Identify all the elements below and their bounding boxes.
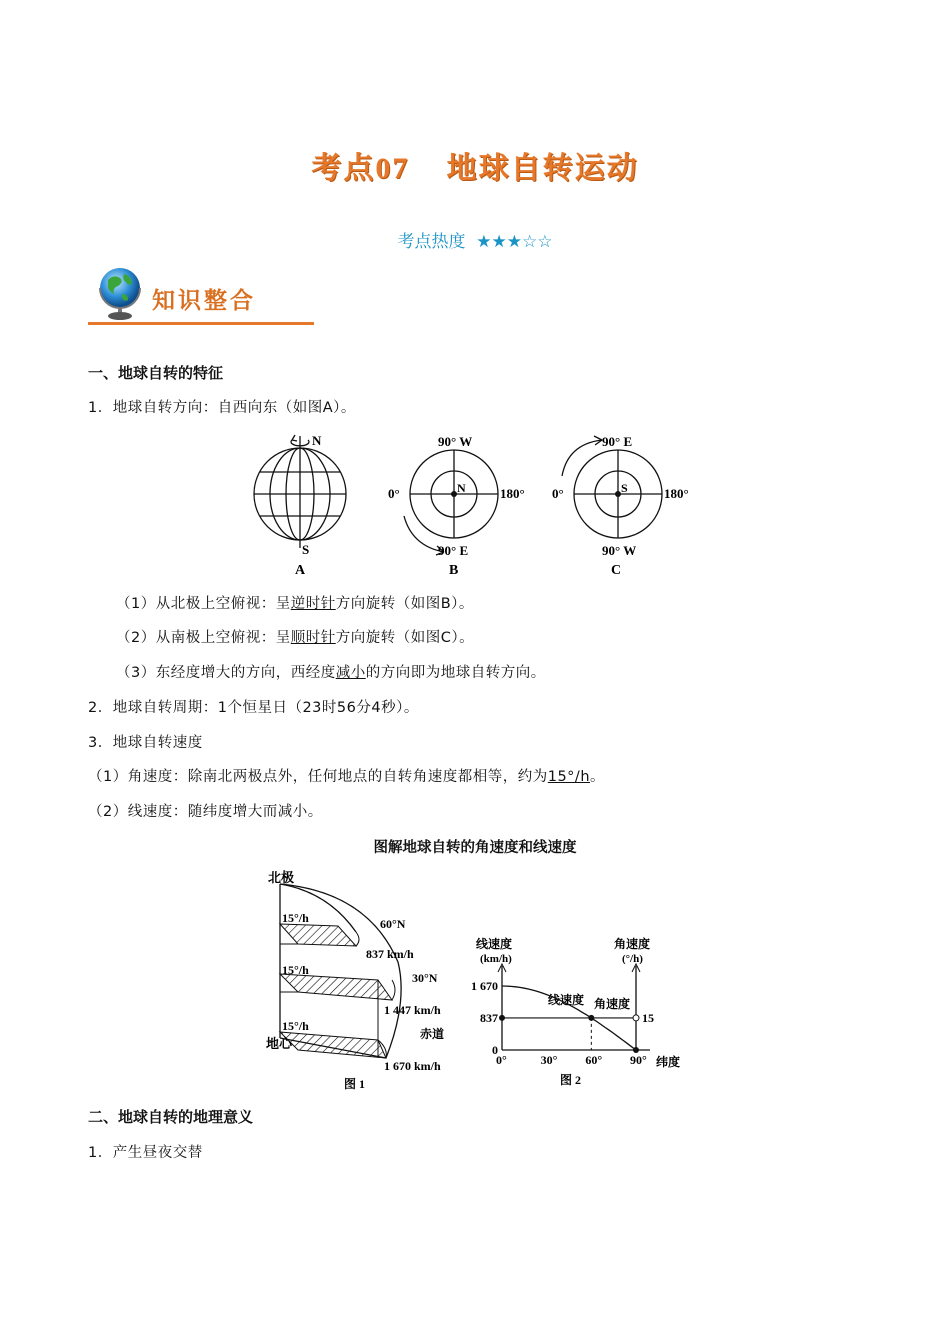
lat-60-label: 60°N — [380, 917, 406, 931]
paragraph-angular-speed — [88, 765, 605, 786]
fig-b-caption: B — [449, 563, 459, 578]
figure-b-polar — [404, 450, 498, 555]
equator-label: 赤道 — [420, 1027, 445, 1041]
speed-60-label: 837 km/h — [366, 947, 414, 961]
fig-a-north-label: N — [312, 433, 322, 448]
lat-30-label: 30°N — [412, 971, 438, 985]
speed-chart — [462, 932, 702, 1094]
angular-speed-value: 15°/h — [547, 769, 591, 785]
chart-point-15 — [633, 1015, 639, 1021]
speed-0-label: 1 670 km/h — [384, 1059, 441, 1073]
fig-c-top-label: 90° E — [602, 434, 633, 449]
angular-speed-post: 。 — [590, 769, 606, 785]
chart-left-axis-title: 线速度 — [476, 937, 513, 951]
chart-series-linear-label: 线速度 — [548, 993, 585, 1007]
fig-b-north-label: N — [457, 481, 466, 495]
item-south-view-key: 顺时针 — [290, 630, 336, 646]
heat-stars: ★★★☆☆ — [476, 232, 553, 252]
fig-b-left-label: 0° — [388, 486, 400, 501]
item-south-view-pre: （2）从南极上空俯视：呈 — [116, 630, 291, 646]
angular-30-label: 15°/h — [282, 963, 309, 977]
chart-y-tick-label: 0 — [492, 1043, 498, 1057]
angular-speed-pre: （1）角速度：除南北两极点外，任何地点的自转角速度都相等，约为 — [88, 769, 548, 785]
banner-underline — [88, 322, 314, 325]
section-2-heading: 二、地球自转的地理意义 — [88, 1108, 254, 1126]
chart-series-angular-label: 角速度 — [594, 997, 631, 1011]
chart-left-axis-unit: (km/h) — [480, 953, 512, 965]
figure-c-polar — [562, 436, 662, 538]
item-longitude-rule-pre: （3）东经度增大的方向，西经度 — [116, 665, 336, 681]
paragraph-rotation-direction: 1．地球自转方向：自西向东（如图A）。 — [88, 400, 356, 416]
item-north-view-pre: （1）从北极上空俯视：呈 — [116, 596, 291, 612]
item-north-view-post: 方向旋转（如图B）。 — [335, 596, 474, 612]
fig-c-left-label: 0° — [552, 486, 564, 501]
chart-point-90 — [633, 1047, 639, 1053]
title-number: 07 — [375, 152, 410, 185]
fig-a-caption: A — [295, 563, 306, 578]
item-longitude-rule — [116, 661, 546, 682]
chart-y-tick-label: 1 670 — [471, 979, 498, 993]
item-longitude-rule-post: 的方向即为地球自转方向。 — [365, 665, 546, 681]
chart-right-axis-title: 角速度 — [614, 937, 651, 951]
paragraph-rotation-period: 2．地球自转周期：1个恒星日（23时56分4秒）。 — [88, 700, 419, 716]
chart-right-axis-unit: (°/h) — [622, 953, 643, 965]
fig-c-bottom-label: 90° W — [602, 543, 637, 558]
chart-x-tick-label: 60° — [585, 1053, 603, 1067]
rotation-direction-figure — [240, 428, 710, 578]
fig-b-bottom-label: 90° E — [438, 543, 469, 558]
paragraph-day-night: 1．产生昼夜交替 — [88, 1145, 203, 1161]
angular-0-label: 15°/h — [282, 1019, 309, 1033]
chart-x-tick-label: 90° — [630, 1053, 647, 1067]
heat-rating — [0, 227, 950, 252]
chart-x-tick-label: 30° — [540, 1053, 558, 1067]
figure-1-caption: 图 1 — [344, 1077, 366, 1091]
fig-a-south-label: S — [302, 542, 310, 557]
fig-c-south-label: S — [621, 481, 628, 495]
figure-a-globe — [254, 435, 346, 548]
fig-c-right-label: 180° — [664, 486, 689, 501]
fig-b-right-label: 180° — [500, 486, 525, 501]
item-north-view-key: 逆时针 — [290, 596, 336, 612]
fig-c-caption: C — [611, 563, 622, 578]
item-longitude-rule-key: 减小 — [335, 665, 366, 681]
globe-icon — [92, 262, 148, 322]
paragraph-rotation-speed: 3．地球自转速度 — [88, 735, 203, 751]
figure-2-caption: 图 2 — [560, 1073, 582, 1087]
section-1-heading: 一、地球自转的特征 — [88, 364, 224, 382]
chart-x-axis-title: 纬度 — [656, 1055, 681, 1069]
earth-section-figure — [258, 862, 468, 1092]
item-north-view — [116, 592, 474, 613]
angular-60-label: 15°/h — [282, 911, 309, 925]
speed-figure-title: 图解地球自转的角速度和线速度 — [373, 840, 577, 856]
chart-right-tick-label: 15 — [642, 1010, 654, 1025]
paragraph-linear-speed: （2）线速度：随纬度增大而减小。 — [88, 804, 323, 820]
chart-x-tick-label: 0° — [496, 1053, 507, 1067]
speed-30-label: 1 447 km/h — [384, 1003, 441, 1017]
fig-b-top-label: 90° W — [438, 434, 473, 449]
section-banner-title: 知识整合 — [152, 288, 256, 314]
earth-center-label: 地心 — [266, 1036, 293, 1051]
heat-label: 考点热度 — [397, 232, 466, 252]
title-main: 地球自转运动 — [446, 151, 639, 186]
title-prefix: 考点 — [311, 151, 376, 186]
chart-point-60 — [588, 1015, 594, 1021]
chart-point-837 — [499, 1015, 505, 1021]
page-title — [0, 143, 950, 187]
item-south-view-post: 方向旋转（如图C）。 — [335, 630, 475, 646]
chart-axes — [471, 964, 654, 1067]
item-south-view — [116, 626, 474, 647]
chart-y-tick-label: 837 — [480, 1010, 498, 1025]
north-pole-label: 北极 — [268, 870, 295, 885]
